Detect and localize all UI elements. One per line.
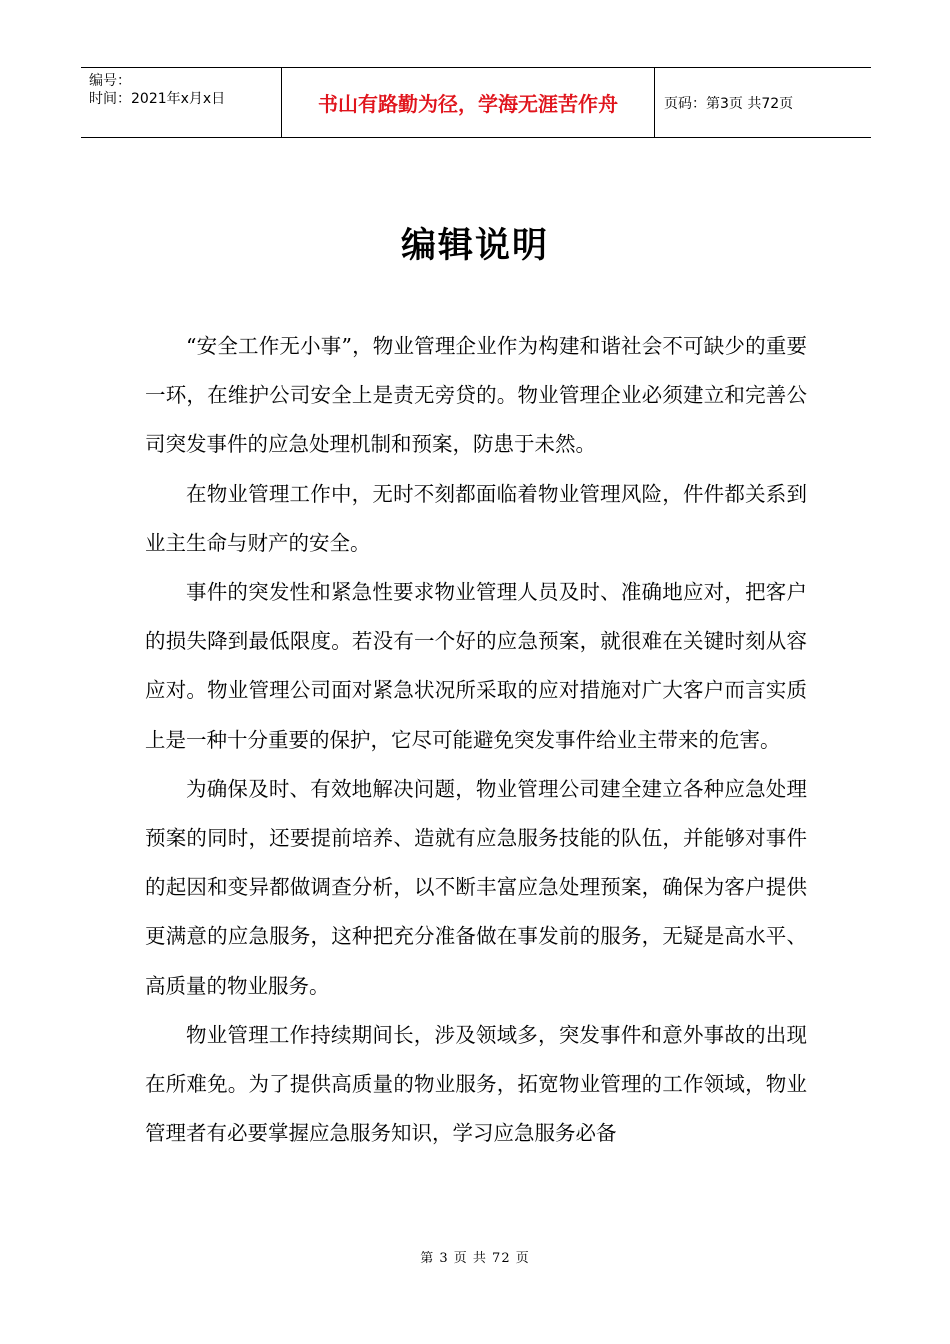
page-title: 编辑说明 <box>400 226 549 266</box>
paragraph: 物业管理工作持续期间长，涉及领域多，突发事件和意外事故的出现在所难免。为了提供高质量的物业服务，拓宽物业管理的工作领域，物业管理者有必要掌握应急服务知识，学习应急服务必备 <box>145 1022 807 1146</box>
paragraph: 为确保及时、有效地解决问题，物业管理公司建全建立各种应急处理预案的同时，还要提前培养、造就有应急服务技能的队伍，并能够对事件的起因和变异都做调查分析，以不断丰富应急处理预案，确保为客户提供更满意的应急服务，这种把充分准备做在事发前的服务，无疑是高水平、高质量的物业服务。 <box>145 776 807 998</box>
header-divider <box>654 68 655 137</box>
header-page-code: 页码：第3页 共72页 <box>664 95 794 112</box>
document-header <box>81 67 871 138</box>
paragraph: “安全工作无小事”，物业管理企业作为构建和谐社会不可缺少的重要一环，在维护公司安全上是责无旁贷的。物业管理企业必须建立和完善公司突发事件的应急处理机制和预案，防患于未然。 <box>145 334 807 457</box>
paragraph: 在物业管理工作中，无时不刻都面临着物业管理风险，件件都关系到业主生命与财产的安全。 <box>145 481 807 555</box>
header-meta-cell <box>81 68 281 137</box>
document-body <box>145 322 807 1158</box>
page-footer: 第 3 页 共 72 页 <box>420 1251 530 1266</box>
number-label: 编号： <box>89 73 131 89</box>
paragraph: 事件的突发性和紧急性要求物业管理人员及时、准确地应对，把客户的损失降到最低限度。若没有一个好的应急预案，就很难在关键时刻从容应对。物业管理公司面对紧急状况所采取的应对措施对广大客户而言实质上是一种十分重要的保护，它尽可能避免突发事件给业主带来的危害。 <box>145 580 807 752</box>
date-label: 时间：2021年x月x日 <box>89 91 226 107</box>
header-motto: 书山有路勤为径，学海无涯苦作舟 <box>318 92 618 116</box>
